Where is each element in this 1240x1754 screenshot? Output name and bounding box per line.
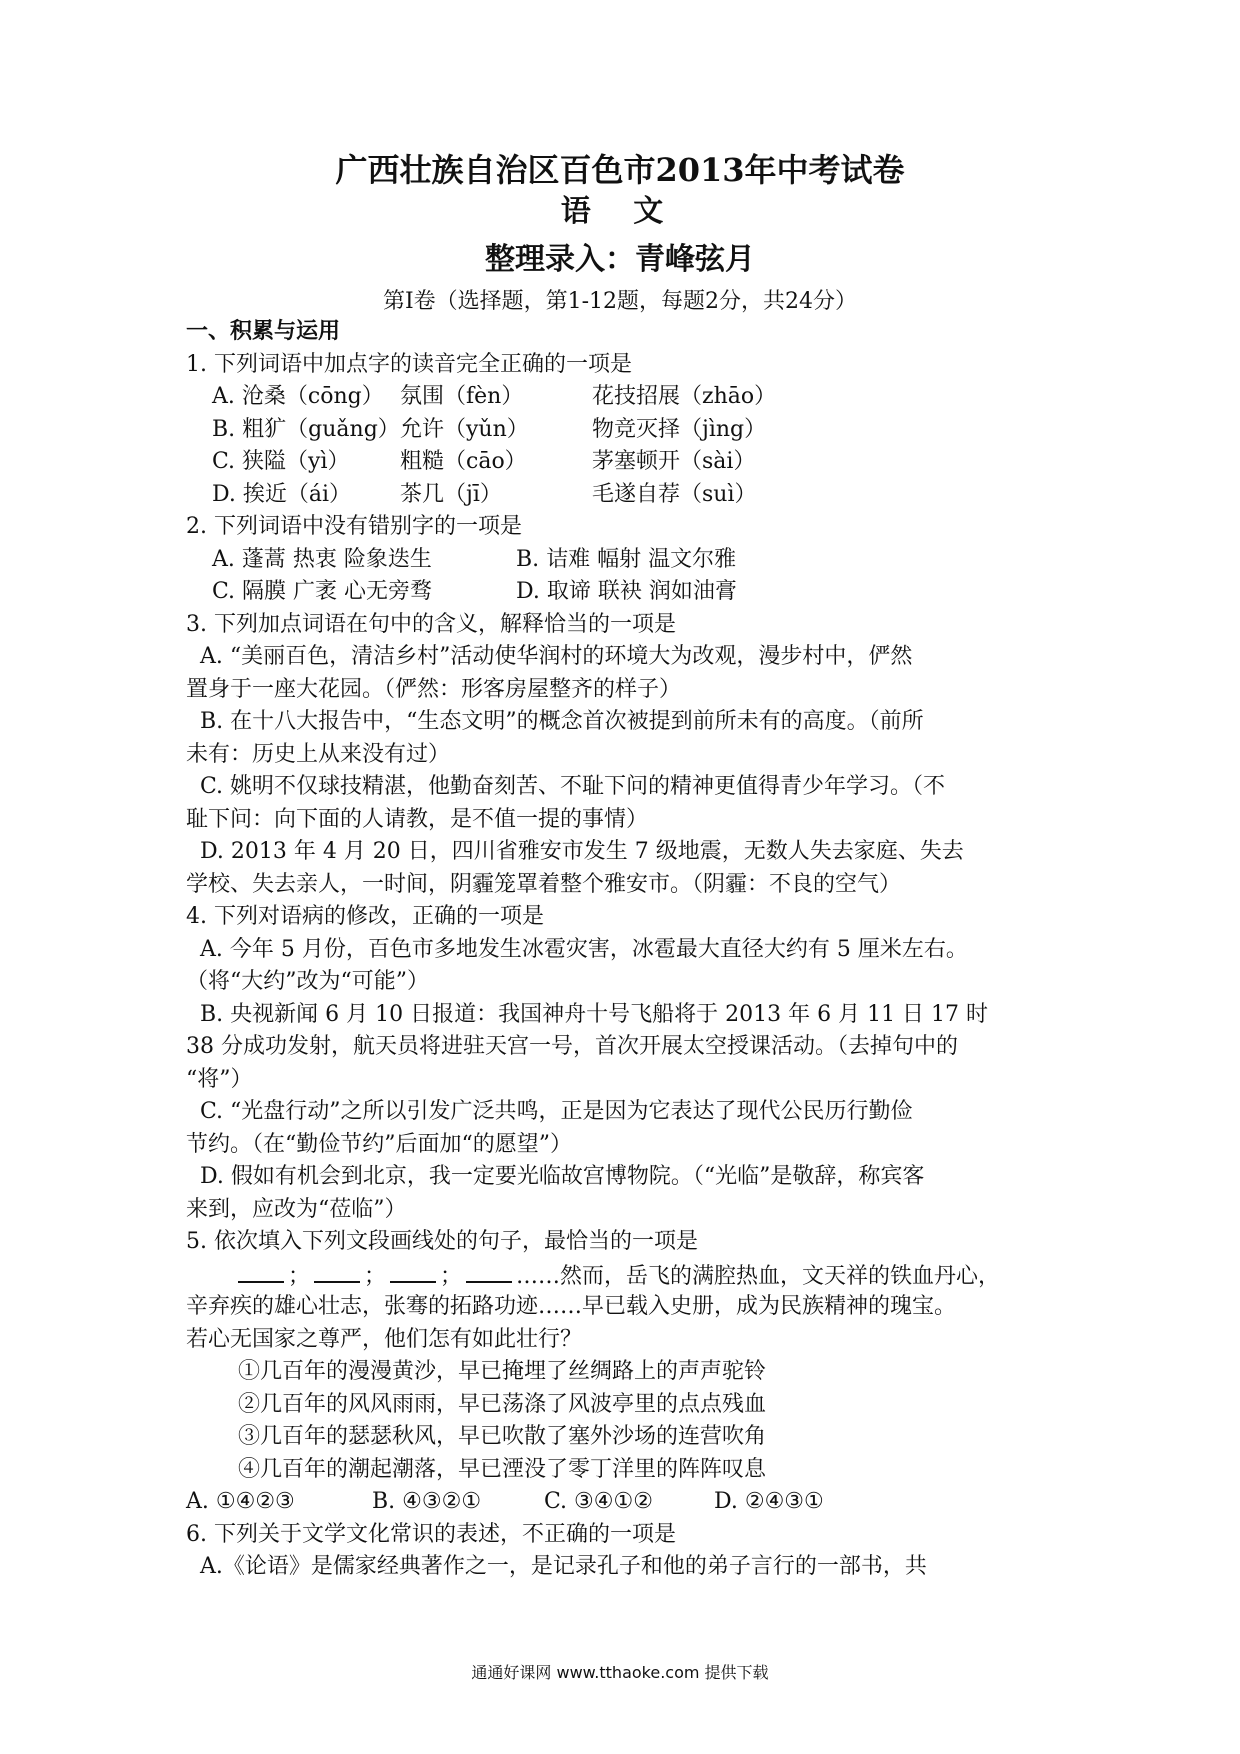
exam-title: 广西壮族自治区百色市2013年中考试卷 bbox=[335, 151, 905, 189]
q3-line: B. 在十八大报告中，“生态文明”的概念首次被提到前所未有的高度。（前所 bbox=[200, 709, 924, 734]
q4-line: 38 分成功发射，航天员将进驻天宫一号，首次开展太空授课活动。（去掉句中的 bbox=[186, 1034, 958, 1059]
question-2-stem: 2. 下列词语中没有错别字的一项是 bbox=[186, 514, 522, 539]
question-6-stem: 6. 下列关于文学文化常识的表述，不正确的一项是 bbox=[186, 1521, 676, 1547]
q3-line: C. 姚明不仅球技精湛，他勤奋刻苦、不耻下问的精神更值得青少年学习。（不 bbox=[200, 774, 946, 799]
q5-item: ①几百年的漫漫黄沙，早已掩埋了丝绸路上的声声驼铃 bbox=[238, 1359, 767, 1384]
q3-line: 未有：历史上从来没有过） bbox=[186, 741, 451, 767]
q2-option-row bbox=[186, 544, 1062, 577]
q5-item: ②几百年的风风雨雨，早已荡涤了风波亭里的点点残血 bbox=[238, 1391, 767, 1417]
blank-separator: ； bbox=[440, 1263, 463, 1289]
section-heading: 一、积累与运用 bbox=[186, 319, 341, 344]
q5-option-b: B. ④③②① bbox=[372, 1489, 482, 1514]
q4-line: （将“大约”改为“可能”） bbox=[186, 969, 429, 994]
q4-line: C. “光盘行动”之所以引发广泛共鸣，正是因为它表达了现代公民历行勤俭 bbox=[200, 1099, 913, 1124]
q1-option-row bbox=[186, 414, 1062, 447]
q1-a-word3: 花技招展（zhāo） bbox=[592, 384, 777, 409]
q2-option-d: D. 取谛 联袂 润如油膏 bbox=[516, 579, 737, 604]
q1-b-word2: 允许（yǔn） bbox=[400, 416, 529, 442]
q1-option-row bbox=[186, 446, 1062, 479]
fill-blank bbox=[390, 1259, 436, 1283]
q1-a-word2: 氛围（fèn） bbox=[400, 384, 524, 409]
q1-b-word1: B. 粗犷（guǎng） bbox=[212, 416, 400, 442]
q1-d-word2: 茶几（jī） bbox=[400, 481, 502, 507]
page-footer: 通通好课网 www.tthaoke.com 提供下载 bbox=[471, 1663, 769, 1682]
q1-c-word1: C. 狭隘（yì） bbox=[212, 449, 350, 474]
question-1-stem: 1. 下列词语中加点字的读音完全正确的一项是 bbox=[186, 351, 632, 377]
q5-passage-line: 辛弃疾的雄心壮志，张骞的拓路功迹……早已载入史册，成为民族精神的瑰宝。 bbox=[186, 1294, 957, 1319]
q1-d-word3: 毛遂自荐（suì） bbox=[592, 481, 757, 507]
title-block bbox=[0, 148, 1240, 318]
q3-line: A. “美丽百色，清洁乡村”活动使华润村的环境大为改观，漫步村中，俨然 bbox=[200, 644, 913, 669]
q5-option-c: C. ③④①② bbox=[544, 1489, 653, 1514]
q1-d-word1: D. 挨近（ái） bbox=[212, 481, 351, 507]
blank-separator: ； bbox=[288, 1263, 311, 1289]
q5-option-d: D. ②④③① bbox=[714, 1489, 824, 1514]
q3-line: 耻下问：向下面的人请教，是不值一提的事情） bbox=[186, 806, 649, 832]
q1-b-word3: 物竞灭择（jìng） bbox=[592, 416, 767, 442]
q5-passage-start: ……然而，岳飞的满腔热血，文天祥的铁血丹心， bbox=[516, 1263, 1001, 1289]
question-4-stem: 4. 下列对语病的修改，正确的一项是 bbox=[186, 904, 544, 929]
question-3-stem: 3. 下列加点词语在句中的含义，解释恰当的一项是 bbox=[186, 611, 676, 637]
q2-option-a: A. 蓬蒿 热衷 险象迭生 bbox=[212, 546, 432, 572]
q5-option-a: A. ①④②③ bbox=[186, 1489, 295, 1514]
q4-line: “将”） bbox=[186, 1066, 253, 1092]
fill-blank bbox=[314, 1259, 360, 1283]
q6-line: A.《论语》是儒家经典著作之一，是记录孔子和他的弟子言行的一部书，共 bbox=[200, 1554, 927, 1579]
q1-c-word2: 粗糙（cāo） bbox=[400, 449, 527, 474]
fill-blank bbox=[238, 1259, 284, 1283]
q5-blank-line bbox=[186, 1259, 1062, 1292]
q1-option-row bbox=[186, 479, 1062, 512]
subject-title: 语 文 bbox=[560, 194, 680, 229]
q2-option-row bbox=[186, 576, 1062, 609]
q4-line: 来到，应改为“莅临”） bbox=[186, 1196, 407, 1222]
q1-a-word1: A. 沧桑（cōng） bbox=[212, 384, 384, 409]
q1-c-word3: 茅塞顿开（sài） bbox=[592, 449, 756, 474]
q2-option-c: C. 隔膜 广袤 心无旁骛 bbox=[212, 579, 433, 604]
question-5-stem: 5. 依次填入下列文段画线处的句子，最恰当的一项是 bbox=[186, 1229, 698, 1254]
part-heading: 第Ⅰ卷（选择题，第1-12题，每题2分，共24分） bbox=[382, 289, 858, 314]
q1-option-row bbox=[186, 381, 1062, 414]
q4-line: A. 今年 5 月份，百色市多地发生冰雹灾害，冰雹最大直径大约有 5 厘米左右。 bbox=[200, 936, 968, 962]
compiler-line: 整理录入：青峰弦月 bbox=[485, 242, 755, 277]
blank-separator: ； bbox=[364, 1263, 387, 1289]
q4-line: D. 假如有机会到北京，我一定要光临故宫博物院。（“光临”是敬辞，称宾客 bbox=[200, 1164, 925, 1189]
q2-option-b: B. 诘难 幅射 温文尔雅 bbox=[516, 546, 737, 572]
q3-line: D. 2013 年 4 月 20 日，四川省雅安市发生 7 级地震，无数人失去家庭、失去 bbox=[200, 839, 964, 864]
q5-item: ③几百年的瑟瑟秋风，早已吹散了塞外沙场的连营吹角 bbox=[238, 1424, 767, 1449]
q5-options-row bbox=[186, 1486, 1062, 1519]
q3-line: 学校、失去亲人，一时间，阴霾笼罩着整个雅安市。（阴霾：不良的空气） bbox=[186, 871, 902, 897]
exam-body bbox=[186, 316, 1062, 1584]
q5-passage-line: 若心无国家之尊严，他们怎有如此壮行？ bbox=[186, 1326, 583, 1352]
q5-item: ④几百年的潮起潮落，早已湮没了零丁洋里的阵阵叹息 bbox=[238, 1456, 767, 1482]
fill-blank bbox=[466, 1259, 512, 1283]
q3-line: 置身于一座大花园。（俨然：形客房屋整齐的样子） bbox=[186, 676, 682, 702]
q4-line: 节约。（在“勤俭节约”后面加“的愿望”） bbox=[186, 1131, 572, 1157]
q4-line: B. 央视新闻 6 月 10 日报道：我国神舟十号飞船将于 2013 年 6 月 11 日 17 时 bbox=[200, 1001, 989, 1027]
